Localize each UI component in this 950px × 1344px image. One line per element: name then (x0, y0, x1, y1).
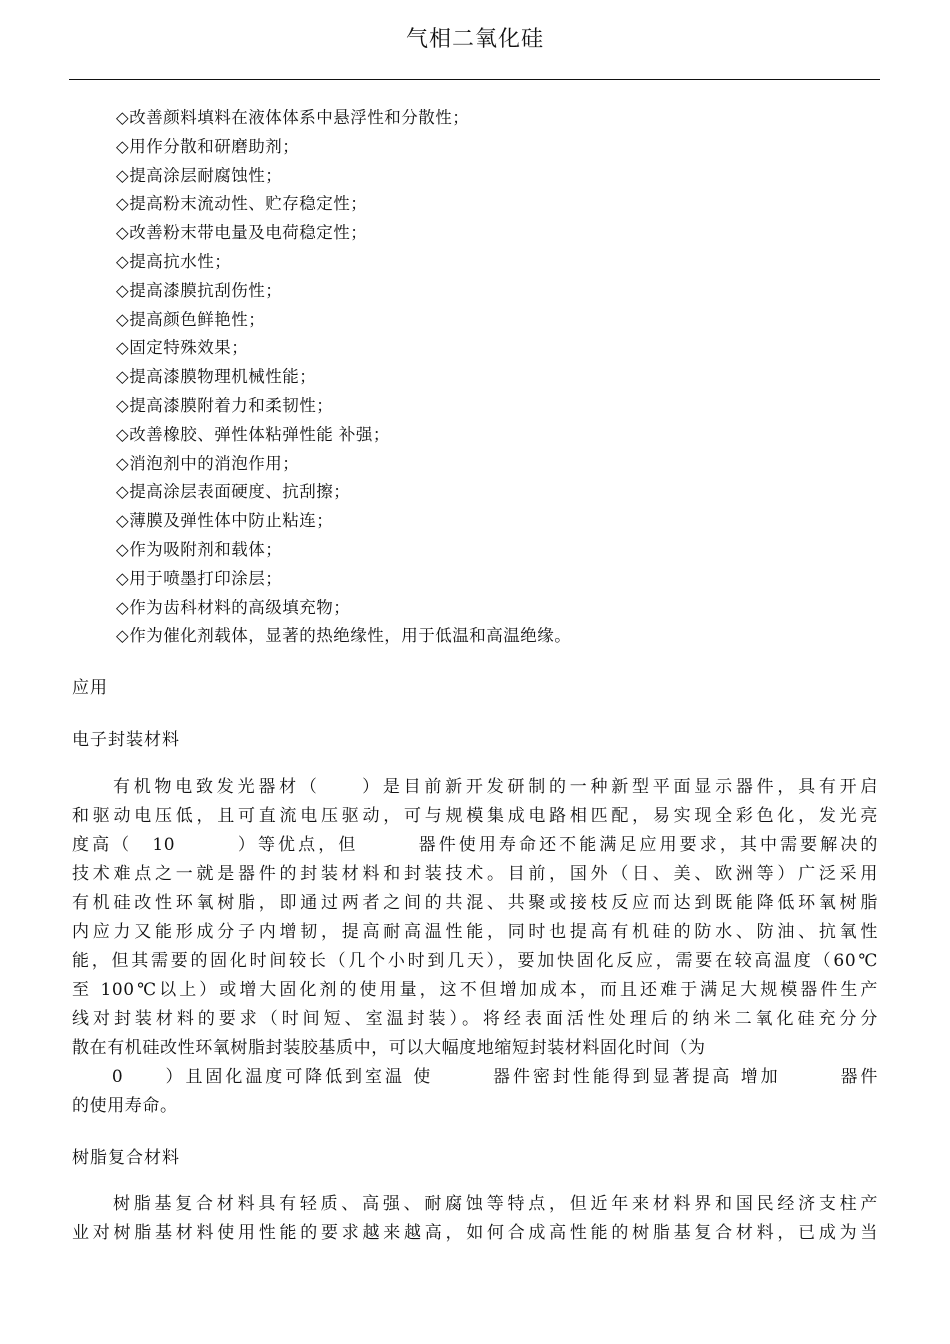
list-item: ◇提高漆膜物理机械性能； (116, 367, 317, 387)
list-item: ◇用作分散和研磨助剂； (116, 136, 300, 156)
list-item: ◇提高漆膜附着力和柔韧性； (116, 395, 334, 415)
list-item: ◇提高涂层耐腐蚀性； (116, 165, 283, 185)
list-item: ◇提高粉末流动性、贮存稳定性； (116, 194, 368, 214)
paragraph-line: 散在有机硅改性环氧树脂封装胶基质中，可以大幅度地缩短封装材料固化时间（为 (72, 1038, 706, 1058)
paragraph-line: 技术难点之一就是器件的封装材料和封装技术。目前，国外（日、美、欧洲等）广泛采用 (72, 864, 878, 884)
resin-paragraph (72, 1190, 878, 1248)
list-item: ◇用于喷墨打印涂层； (116, 568, 283, 588)
list-item: ◇提高抗水性； (116, 251, 232, 271)
list-item: ◇作为吸附剂和载体； (116, 539, 283, 559)
list-item: ◇改善粉末带电量及电荷稳定性； (116, 223, 368, 243)
paragraph-line: 业对树脂基材料使用性能的要求越来越高，如何合成高性能的树脂基复合材料，已成为当 (72, 1223, 878, 1243)
list-item: ◇改善颜料填料在液体体系中悬浮性和分散性； (116, 108, 470, 127)
paragraph-line: 有机硅改性环氧树脂，即通过两者之间的共混、共聚或接枝反应而达到既能降低环氧树脂 (72, 893, 878, 913)
list-item: ◇改善橡胶、弹性体粘弹性能 补强； (116, 424, 390, 444)
paragraph-line: 内应力又能形成分子内增韧，提高耐高温性能，同时也提高有机硅的防水、防油、抗氧性 (72, 922, 878, 942)
list-item: ◇固定特殊效果； (116, 338, 249, 358)
feature-bullet-list (116, 104, 571, 651)
page-title: 气相二氧化硅 (405, 27, 544, 52)
list-item: ◇作为齿科材料的高级填充物； (116, 597, 351, 617)
electronics-paragraph (72, 773, 878, 1121)
list-item: ◇提高颜色鲜艳性； (116, 309, 266, 329)
paragraph-line: 度高（ 10 ）等优点，但 器件使用寿命还不能满足应用要求，其中需要解决的 (72, 835, 878, 855)
header-divider (69, 79, 880, 80)
subsection-heading-electronics: 电子封装材料 (72, 730, 180, 750)
paragraph-line: 和驱动电压低，且可直流电压驱动，可与规模集成电路相匹配，易实现全彩色化，发光亮 (72, 806, 878, 826)
paragraph-line: 的使用寿命。 (72, 1096, 178, 1116)
paragraph-line: 能，但其需要的固化时间较长（几个小时到几天），要加快固化反应，需要在较高温度（60℃ (72, 951, 878, 971)
list-item: ◇提高涂层表面硬度、抗刮擦； (116, 482, 351, 502)
paragraph-line: 有机物电致发光器材（ ）是目前新开发研制的一种新型平面显示器件，具有开启 (113, 777, 878, 797)
list-item: ◇薄膜及弹性体中防止粘连； (116, 511, 334, 531)
paragraph-line: 至 100℃以上）或增大固化剂的使用量，这不但增加成本，而且还难于满足大规模器件生产 (72, 980, 878, 1000)
list-item: ◇提高漆膜抗刮伤性； (116, 280, 283, 300)
list-item: ◇消泡剂中的消泡作用； (116, 453, 300, 473)
paragraph-line: 线对封装材料的要求（时间短、室温封装）。将经表面活性处理后的纳米二氧化硅充分分 (72, 1009, 878, 1029)
subsection-heading-resin-composites: 树脂复合材料 (72, 1148, 180, 1168)
list-item: ◇作为催化剂载体，显著的热绝缘性，用于低温和高温绝缘。 (116, 626, 572, 646)
paragraph-line: 0 ）且固化温度可降低到室温 使 器件密封性能得到显著提高 增加 器件 (72, 1067, 878, 1087)
paragraph-line: 树脂基复合材料具有轻质、高强、耐腐蚀等特点，但近年来材料界和国民经济支柱产 (113, 1194, 878, 1214)
section-heading-application: 应用 (72, 678, 108, 698)
